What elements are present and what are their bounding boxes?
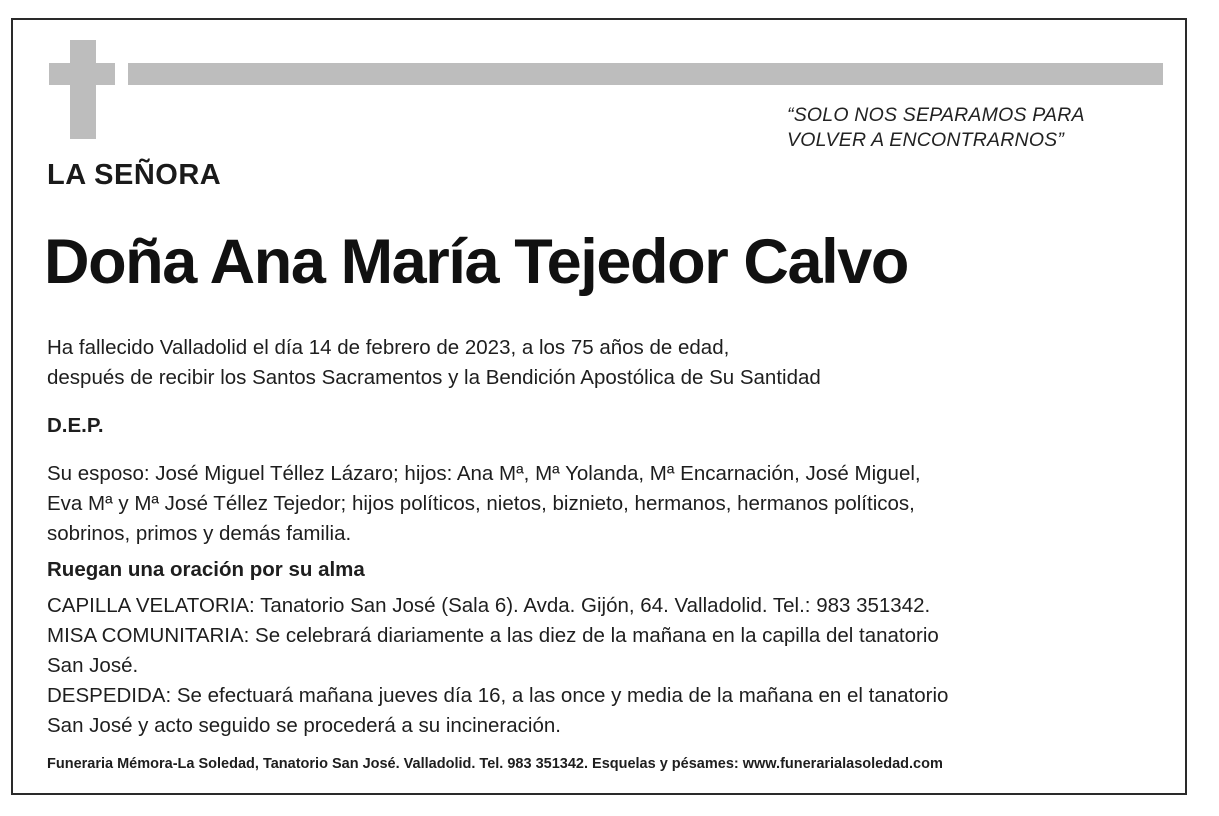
mass-info-line: San José. [47, 654, 139, 677]
family-line: sobrinos, primos y demás familia. [47, 522, 352, 545]
death-notice-line: después de recibir los Santos Sacramentos y la Bendición Apostólica de Su Santidad [47, 366, 821, 389]
farewell-info-line: San José y acto seguido se procederá a su incineración. [47, 714, 561, 737]
prayer-request: Ruegan una oración por su alma [47, 558, 365, 581]
deceased-name: Doña Ana María Tejedor Calvo [44, 227, 908, 297]
header-bar [128, 63, 1163, 85]
family-line: Su esposo: José Miguel Téllez Lázaro; hijos: Ana Mª, Mª Yolanda, Mª Encarnación, José Miguel, [47, 462, 921, 485]
epitaph-quote-line: VOLVER A ENCONTRARNOS” [787, 129, 1065, 151]
epitaph-quote [787, 103, 1167, 153]
mass-info-line: MISA COMUNITARIA: Se celebrará diariamente a las diez de la mañana en la capilla del tanatorio [47, 624, 939, 647]
cross-icon [70, 40, 96, 139]
rip-label: D.E.P. [47, 414, 104, 437]
family-line: Eva Mª y Mª José Téllez Tejedor; hijos políticos, nietos, biznieto, hermanos, hermanos políticos, [47, 492, 915, 515]
funeral-home-footer: Funeraria Mémora-La Soledad, Tanatorio San José. Valladolid. Tel. 983 351342. Esquelas y pésames: www.funerarialasoledad.com [47, 756, 943, 772]
cross-icon-arm [49, 63, 115, 85]
intro-title: LA SEÑORA [47, 159, 222, 191]
farewell-info-line: DESPEDIDA: Se efectuará mañana jueves día 16, a las once y media de la mañana en el tanatorio [47, 684, 949, 707]
chapel-info: CAPILLA VELATORIA: Tanatorio San José (Sala 6). Avda. Gijón, 64. Valladolid. Tel.: 983 351342. [47, 594, 931, 617]
death-notice-line: Ha fallecido Valladolid el día 14 de febrero de 2023, a los 75 años de edad, [47, 336, 730, 359]
epitaph-quote-line: “SOLO NOS SEPARAMOS PARA [787, 104, 1085, 126]
